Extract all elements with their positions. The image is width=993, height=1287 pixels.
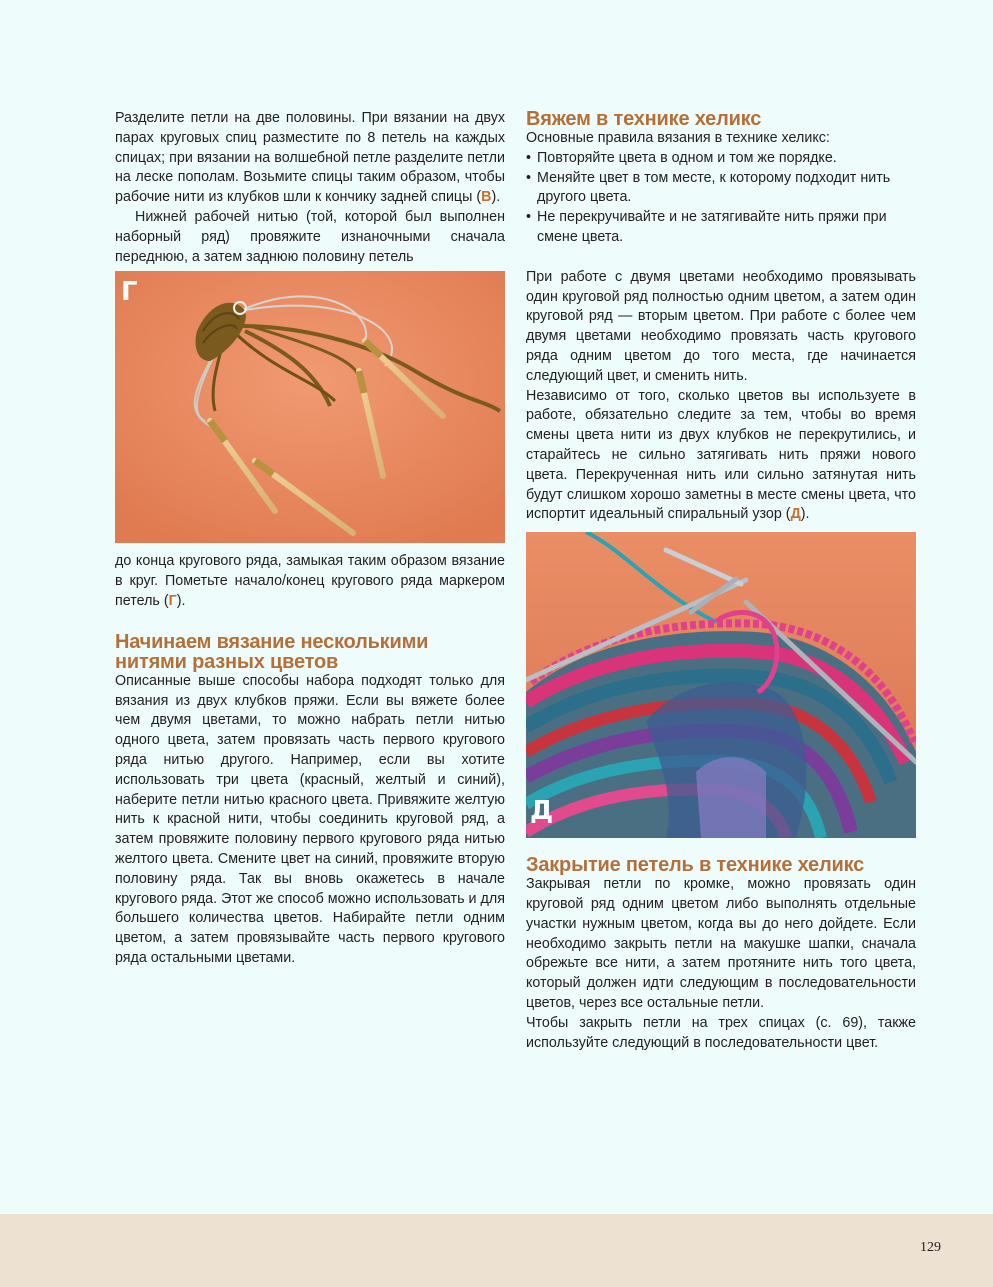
left-column	[115, 109, 505, 969]
figure-reference-d: Д	[790, 506, 801, 523]
list-item: • Меняйте цвет в том месте, к которому подходит нить другого цвета.	[526, 169, 916, 209]
photo-g-illustration	[115, 271, 505, 543]
page-footer	[0, 1214, 993, 1287]
photo-d-helix-knitting	[526, 532, 916, 838]
paragraph-text: до конца кругового ряда, замыкая таким образом вязание в круг. Пометьте начало/конец кругового ряда маркером петель (	[115, 553, 505, 609]
figure-reference-g: Г	[168, 592, 177, 609]
paragraph-text: Разделите петли на две половины. При вязании на двух парах круговых спиц разместите по 8 петель на каждых спицах; при вязании на волшебной петле разделите петли на леске пополам. Возьмите спицы таким образом, чтобы рабочие нити из клубков шли к кончику задней спицы (	[115, 110, 505, 206]
list-item: • Повторяйте цвета в одном и том же порядке.	[526, 149, 916, 169]
section-heading-helix: Вяжем в технике хеликс	[526, 108, 762, 130]
paragraph-color-change	[526, 387, 916, 526]
paragraph-multiple-colors: Описанные выше способы набора подходят только для вязания из двух клубков пряжи. Если вы вяжете более чем двумя цветами, то можно набрать петли нитью одного цвета, затем провязать часть первого кругового ряда нитью другого. Например, если вы хотите использовать три цвета (красный, желтый и синий), наберите петли нитью красного цвета. Привяжите желтую нить к красной нити, чтобы соединить круговой ряд, а затем провяжите половину первого кругового ряда нитью желтого цвета. Смените цвет на синий, провяжите вторую половину ряда. Так вы вновь окажетесь в начале кругового ряда. Этот же способ можно использовать и для большего количества цветов. Набирайте петли одним цветом, а затем провязывайте часть первого кругового ряда остальными цветами.	[115, 672, 505, 966]
paragraph-close-round	[115, 552, 505, 611]
figure-reference-v: В	[481, 189, 492, 206]
section-heading-multiple-colors: Начинаем вязание несколькими нитями разных цветов	[115, 630, 429, 673]
paragraph-three-needle: Чтобы закрыть петли на трех спицах (с. 69), также используйте следующий в последовательности цвет.	[526, 1014, 916, 1051]
list-item: • Не перекручивайте и не затягивайте нить пряжи при смене цвета.	[526, 208, 916, 248]
paragraph-bind-off: Закрывая петли по кромке, можно провязать один круговой ряд одним цветом либо выполнять отдельные участки нужным цветом, когда вы до него дойдете. Если необходимо закрыть петли на макушке шапки, сначала обрежьте все нити, а затем протяните нить того цвета, который должен идти следующим в последовательности цветов, через все остальные петли.	[526, 876, 916, 1011]
page-number: 129	[920, 1240, 941, 1255]
paragraph-two-colors: При работе с двумя цветами необходимо провязывать один круговой ряд полностью одним цветом, а затем один круговой ряд — вторым цветом. При работе с более чем двумя цветами необходимо провязать часть кругового ряда одним цветом до того места, где начинается следующий цвет, и сменить нить.	[526, 268, 916, 384]
paragraph-lower-thread: Нижней рабочей нитью (той, которой был выполнен наборный ряд) провяжите изнаночными сначала переднюю, а затем заднюю половину петель	[115, 208, 505, 265]
photo-g-needles	[115, 271, 505, 543]
rules-intro: Основные правила вязания в технике хеликс:	[526, 130, 830, 146]
rules-list	[526, 149, 916, 248]
right-column	[526, 109, 916, 1053]
paragraph-text: Независимо от того, сколько цветов вы используете в работе, обязательно следите за тем, чтобы во время смены цвета нити из двух клубков не перекрутились, и старайтесь не сильно затягивать нить пряжи нового цвета. Перекрученная нить или сильно затянутая нить будут слишком хорошо заметны в месте смены цвета, что испортит идеальный спиральный узор (	[526, 387, 916, 523]
paragraph-divide-stitches	[115, 109, 505, 208]
photo-g-label: Г	[121, 277, 138, 308]
paragraph-text-end: ).	[800, 506, 810, 523]
section-heading-bind-off: Закрытие петель в технике хеликс	[526, 854, 865, 877]
photo-d-label: Д	[530, 796, 554, 827]
paragraph-text-end: ).	[176, 592, 186, 609]
paragraph-text-end: ).	[491, 189, 501, 206]
photo-d-illustration	[526, 532, 916, 838]
